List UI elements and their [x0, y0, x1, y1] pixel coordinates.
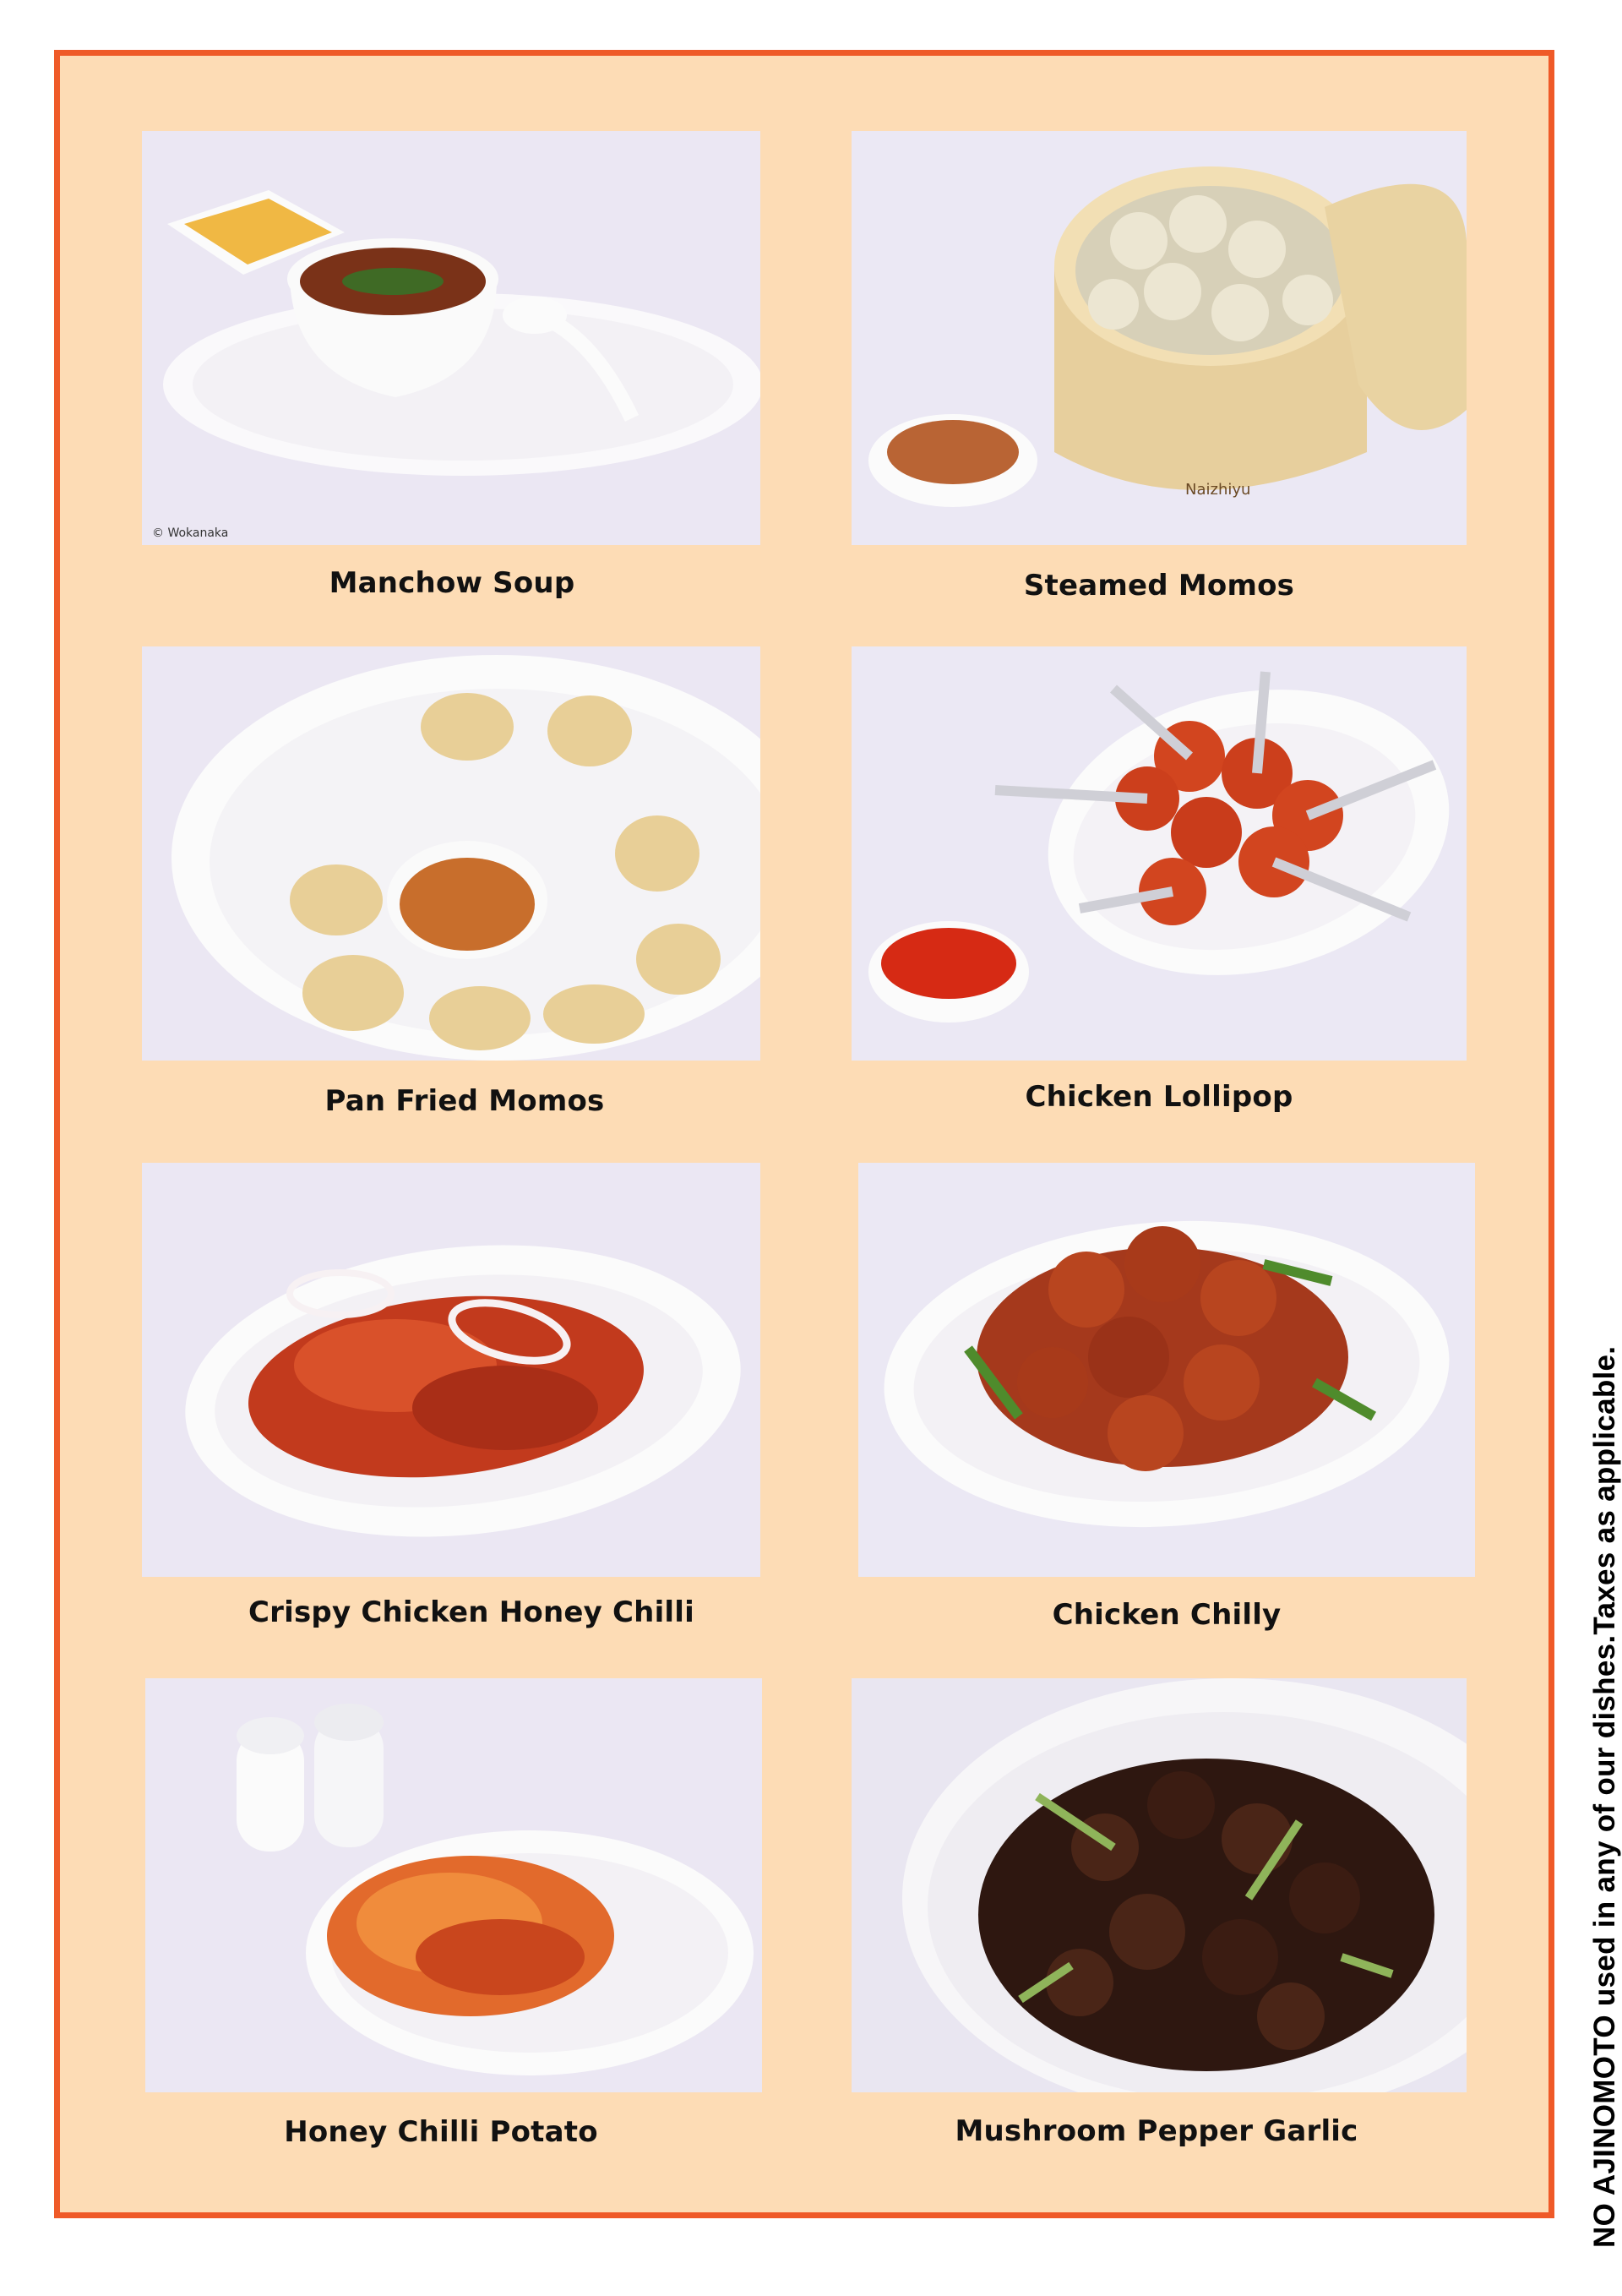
dish-name-honey-chilli-potato: Honey Chilli Potato [284, 2115, 598, 2149]
dish-name-steamed-momos: Steamed Momos [1023, 569, 1295, 603]
chicken-lollipop-photo [852, 646, 1467, 1061]
dish-name-pan-fried-momos: Pan Fried Momos [324, 1084, 605, 1118]
dish-name-mushroom-pepper-garlic: Mushroom Pepper Garlic [955, 2114, 1358, 2148]
pan-fried-momos-photo [142, 646, 760, 1061]
dish-name-chicken-lollipop: Chicken Lollipop [1025, 1080, 1293, 1114]
honey-chilli-potato-photo [145, 1678, 762, 2092]
dish-name-crispy-chicken-honey-chilli: Crispy Chicken Honey Chilli [248, 1595, 694, 1629]
dish-name-chicken-chilly: Chicken Chilly [1052, 1598, 1282, 1632]
chicken-chilly-photo [858, 1163, 1475, 1577]
steamed-momos-photo [852, 131, 1467, 545]
dish-name-manchow-soup: Manchow Soup [329, 566, 575, 600]
crispy-chicken-honey-chilli-photo [142, 1163, 760, 1577]
manchow-soup-photo [142, 131, 760, 545]
msg-tax-notice: NO AJINOMOTO used in any of our dishes.Taxes as applicable. [1588, 1345, 1621, 2248]
photo-credit: © Wokanaka [152, 526, 229, 540]
mushroom-pepper-garlic-photo [852, 1678, 1467, 2092]
basket-brand-label: Naizhiyu [1185, 481, 1251, 499]
